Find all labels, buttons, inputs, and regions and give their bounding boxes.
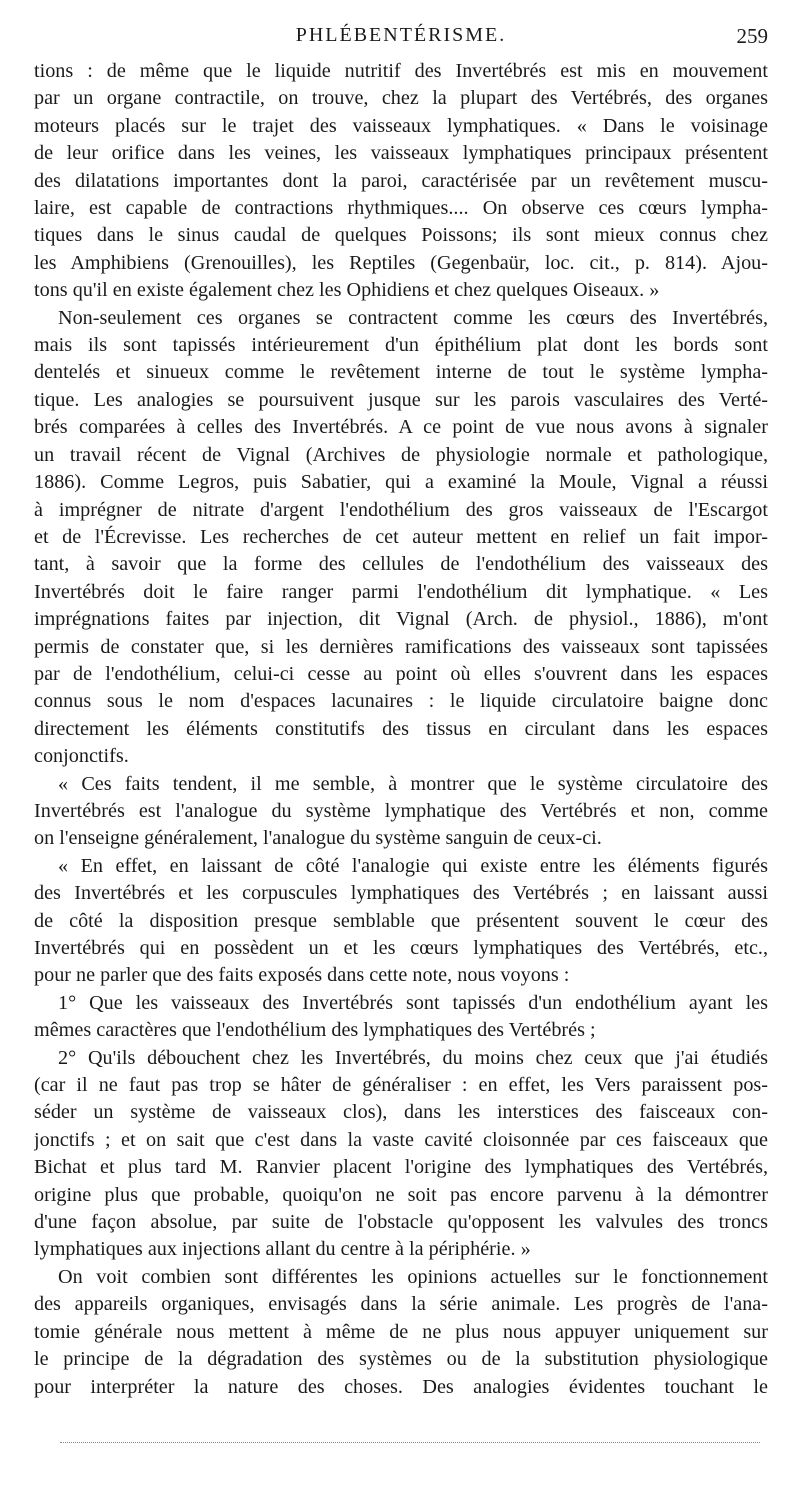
text-line: des appareils organiques, envisagés dans la série animale. Les progrès de l'ana- <box>34 1293 768 1316</box>
page-number: 259 <box>736 24 768 48</box>
text-line: Invertébrés doit le faire ranger parmi l'endothélium dit lymphatique. « Les <box>34 580 768 603</box>
text-line: les Amphibiens (Grenouilles), les Reptiles (Gegenbaür, loc. cit., p. 814). Ajou- <box>34 251 768 274</box>
text-line: par de l'endothélium, celui-ci cesse au point où elles s'ouvrent dans les espaces <box>34 662 768 685</box>
text-line: à imprégner de nitrate d'argent l'endothélium des gros vaisseaux de l'Escargot <box>34 498 768 521</box>
text-line: imprégnations faites par injection, dit Vignal (Arch. de physiol., 1886), m'ont <box>34 608 768 631</box>
text-line: « En effet, en laissant de côté l'analogie qui existe entre les éléments figurés <box>58 854 768 877</box>
text-line: pour interpréter la nature des choses. Des analogies évidentes touchant le <box>34 1375 768 1398</box>
text-line: tiques dans le sinus caudal de quelques Poissons; ils sont mieux connus chez <box>34 224 768 247</box>
text-line: par un organe contractile, on trouve, chez la plupart des Vertébrés, des organes <box>34 87 768 110</box>
text-line: séder un système de vaisseaux clos), dans les interstices des faisceaux con- <box>34 1101 768 1124</box>
text-line: de leur orifice dans les veines, les vaisseaux lymphatiques principaux présentent <box>34 142 768 165</box>
text-line: On voit combien sont différentes les opinions actuelles sur le fonctionnement <box>58 1265 768 1288</box>
text-line: tique. Les analogies se poursuivent jusque sur les parois vasculaires des Verté- <box>34 388 768 411</box>
text-line: laire, est capable de contractions rhythmiques.... On observe ces cœurs lympha- <box>34 197 768 220</box>
text-line: tomie générale nous mettent à même de ne plus nous appuyer uniquement sur <box>34 1320 768 1343</box>
footer-rule <box>60 1442 760 1445</box>
text-line: brés comparées à celles des Invertébrés. A ce point de vue nous avons à signaler <box>34 416 768 439</box>
text-line: connus sous le nom d'espaces lacunaires : le liquide circulatoire baigne donc <box>34 690 768 713</box>
text-line: jonctifs ; et on sait que c'est dans la vaste cavité cloisonnée par ces faisceaux que <box>34 1128 768 1151</box>
text-line: 1° Que les vaisseaux des Invertébrés sont tapissés d'un endothélium ayant les <box>58 991 768 1014</box>
text-line: directement les éléments constitutifs des tissus en circulant dans les espaces <box>34 717 768 740</box>
text-line: des Invertébrés et les corpuscules lymphatiques des Vertébrés ; en laissant aussi <box>34 882 768 905</box>
text-line: 2° Qu'ils débouchent chez les Invertébrés, du moins chez ceux que j'ai étudiés <box>58 1046 768 1069</box>
book-page <box>34 18 768 1401</box>
text-line: conjonctifs. <box>34 745 129 768</box>
text-line: mêmes caractères que l'endothélium des lymphatiques des Vertébrés ; <box>34 1019 596 1042</box>
page-header <box>34 18 768 58</box>
text-line: et de l'Écrevisse. Les recherches de cet auteur mettent en relief un fait impor- <box>34 525 768 548</box>
text-line: « Ces faits tendent, il me semble, à montrer que le système circulatoire des <box>58 772 768 795</box>
body-text <box>34 58 768 1401</box>
text-line: d'une façon absolue, par suite de l'obstacle qu'opposent les valvules des troncs <box>34 1211 768 1234</box>
text-line: tions : de même que le liquide nutritif des Invertébrés est mis en mouvement <box>34 60 768 82</box>
text-line: de côté la disposition presque semblable que présentent souvent le cœur des <box>34 909 768 932</box>
text-line: moteurs placés sur le trajet des vaisseaux lymphatiques. « Dans le voisinage <box>34 114 768 137</box>
text-line: origine plus que probable, quoiqu'on ne soit pas encore parvenu à la démontrer <box>34 1183 768 1206</box>
text-line: dentelés et sinueux comme le revêtement interne de tout le système lympha- <box>34 361 768 384</box>
text-line: mais ils sont tapissés intérieurement d'un épithélium plat dont les bords sont <box>34 334 768 357</box>
text-line: le principe de la dégradation des systèmes ou de la substitution physiologique <box>34 1348 768 1371</box>
text-line: 1886). Comme Legros, puis Sabatier, qui a examiné la Moule, Vignal a réussi <box>34 471 768 494</box>
text-line: lymphatiques aux injections allant du centre à la périphérie. » <box>34 1238 531 1261</box>
text-line: un travail récent de Vignal (Archives de physiologie normale et pathologique, <box>34 443 768 466</box>
text-line: Invertébrés est l'analogue du système lymphatique des Vertébrés et non, comme <box>34 799 768 822</box>
text-line: on l'enseigne généralement, l'analogue du système sanguin de ceux-ci. <box>34 827 602 850</box>
text-line: (car il ne faut pas trop se hâter de généraliser : en effet, les Vers paraissent pos- <box>34 1074 768 1097</box>
text-line: des dilatations importantes dont la paroi, caractérisée par un revêtement muscu- <box>34 169 768 192</box>
text-line: Invertébrés qui en possèdent un et les cœurs lymphatiques des Vertébrés, etc., <box>34 937 768 959</box>
text-line: tant, à savoir que la forme des cellules de l'endothélium des vaisseaux des <box>34 553 768 576</box>
text-line: Bichat et plus tard M. Ranvier placent l'origine des lymphatiques des Vertébrés, <box>34 1156 768 1179</box>
text-line: permis de constater que, si les dernières ramifications des vaisseaux sont tapissées <box>34 635 768 658</box>
text-line: tons qu'il en existe également chez les Ophidiens et chez quelques Oiseaux. » <box>34 279 660 302</box>
text-line: pour ne parler que des faits exposés dans cette note, nous voyons : <box>34 964 570 987</box>
running-title: PHLÉBENTÉRISME. <box>295 24 507 46</box>
text-line: Non-seulement ces organes se contractent comme les cœurs des Invertébrés, <box>58 306 768 329</box>
